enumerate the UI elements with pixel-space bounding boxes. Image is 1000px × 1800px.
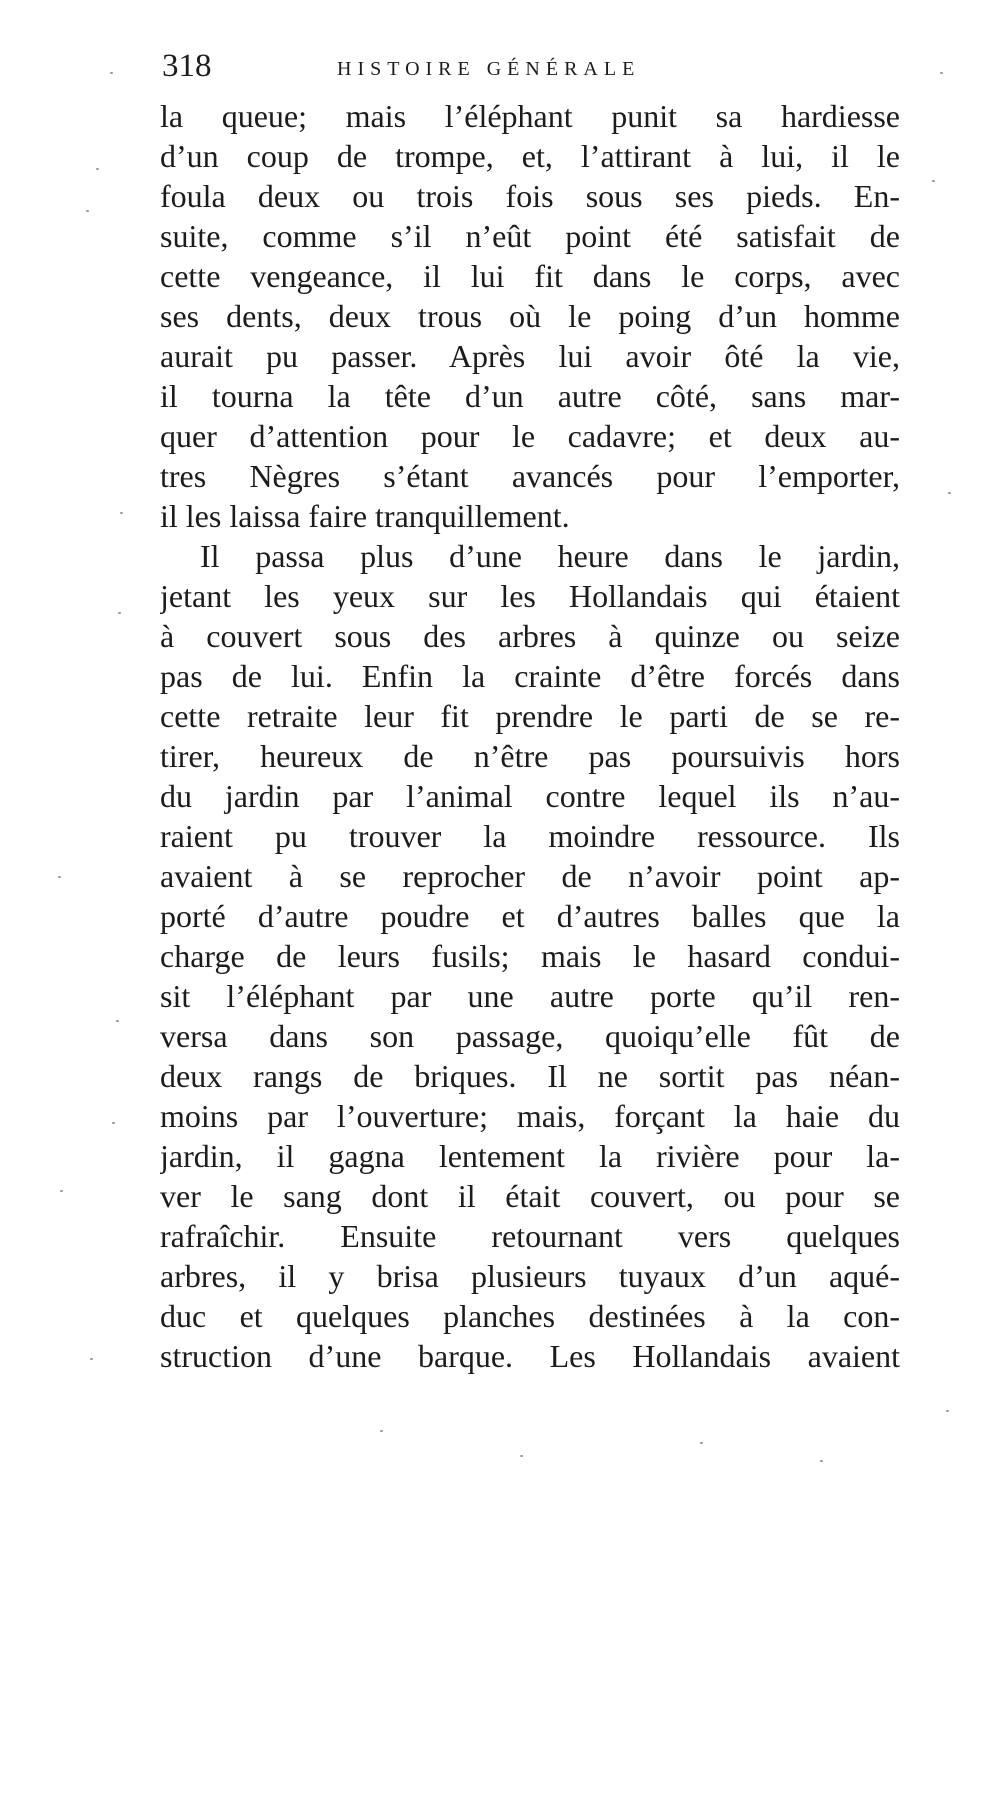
- text-line: jardin, il gagna lentement la rivière pour la-: [160, 1138, 900, 1174]
- body-text: [160, 96, 900, 1376]
- text-line: cette retraite leur fit prendre le parti de se re-: [160, 698, 900, 734]
- paper-speck: [60, 1190, 63, 1192]
- paper-speck: [520, 1455, 523, 1457]
- text-line: ver le sang dont il était couvert, ou pour se: [160, 1178, 900, 1214]
- page-header: [162, 44, 902, 94]
- paper-speck: [946, 1410, 949, 1412]
- paper-speck: [120, 512, 123, 514]
- paper-speck: [90, 1358, 93, 1360]
- running-head: HISTOIRE GÉNÉRALE: [337, 58, 641, 80]
- paragraph-first-line: Il passa plus d’une heure dans le jardin,: [200, 538, 900, 574]
- text-line: rafraîchir. Ensuite retournant vers quelques: [160, 1218, 900, 1254]
- text-line: pas de lui. Enfin la crainte d’être forcés dans: [160, 658, 900, 694]
- text-line: sit l’éléphant par une autre porte qu’il ren-: [160, 978, 900, 1014]
- text-line: à couvert sous des arbres à quinze ou seize: [160, 618, 900, 654]
- text-line: la queue; mais l’éléphant punit sa hardiesse: [160, 98, 900, 134]
- paper-speck: [116, 1020, 119, 1022]
- text-line: charge de leurs fusils; mais le hasard condui-: [160, 938, 900, 974]
- text-line: ses dents, deux trous où le poing d’un homme: [160, 298, 900, 334]
- text-line: raient pu trouver la moindre ressource. Ils: [160, 818, 900, 854]
- text-line: il tourna la tête d’un autre côté, sans mar-: [160, 378, 900, 414]
- paper-speck: [932, 180, 935, 182]
- text-line: tres Nègres s’étant avancés pour l’emporter,: [160, 458, 900, 494]
- page-number: 318: [162, 48, 212, 84]
- paper-speck: [118, 612, 121, 614]
- paper-speck: [940, 72, 943, 74]
- text-line: jetant les yeux sur les Hollandais qui étaient: [160, 578, 900, 614]
- paper-speck: [96, 168, 99, 170]
- text-line: avaient à se reprocher de n’avoir point ap-: [160, 858, 900, 894]
- text-line: quer d’attention pour le cadavre; et deux au-: [160, 418, 900, 454]
- text-line: versa dans son passage, quoiqu’elle fût de: [160, 1018, 900, 1054]
- text-line: d’un coup de trompe, et, l’attirant à lui, il le: [160, 138, 900, 174]
- paper-speck: [112, 1122, 115, 1124]
- paper-speck: [948, 492, 951, 494]
- text-line: deux rangs de briques. Il ne sortit pas néan-: [160, 1058, 900, 1094]
- text-line: porté d’autre poudre et d’autres balles que la: [160, 898, 900, 934]
- text-line: aurait pu passer. Après lui avoir ôté la vie,: [160, 338, 900, 374]
- text-line: foula deux ou trois fois sous ses pieds. En-: [160, 178, 900, 214]
- text-line: struction d’une barque. Les Hollandais avaient: [160, 1338, 900, 1374]
- paper-speck: [58, 876, 61, 878]
- text-line: duc et quelques planches destinées à la con-: [160, 1298, 900, 1334]
- paper-speck: [380, 1430, 383, 1432]
- paragraph-end-line: il les laissa faire tranquillement.: [160, 498, 570, 534]
- paper-speck: [86, 210, 89, 212]
- paper-speck: [820, 1460, 823, 1462]
- paper-speck: [700, 1442, 703, 1444]
- paper-speck: [110, 72, 113, 74]
- text-line: suite, comme s’il n’eût point été satisfait de: [160, 218, 900, 254]
- text-line: cette vengeance, il lui fit dans le corps, avec: [160, 258, 900, 294]
- text-line: moins par l’ouverture; mais, forçant la haie du: [160, 1098, 900, 1134]
- text-line: tirer, heureux de n’être pas poursuivis hors: [160, 738, 900, 774]
- text-line: arbres, il y brisa plusieurs tuyaux d’un aqué-: [160, 1258, 900, 1294]
- text-line: du jardin par l’animal contre lequel ils n’au-: [160, 778, 900, 814]
